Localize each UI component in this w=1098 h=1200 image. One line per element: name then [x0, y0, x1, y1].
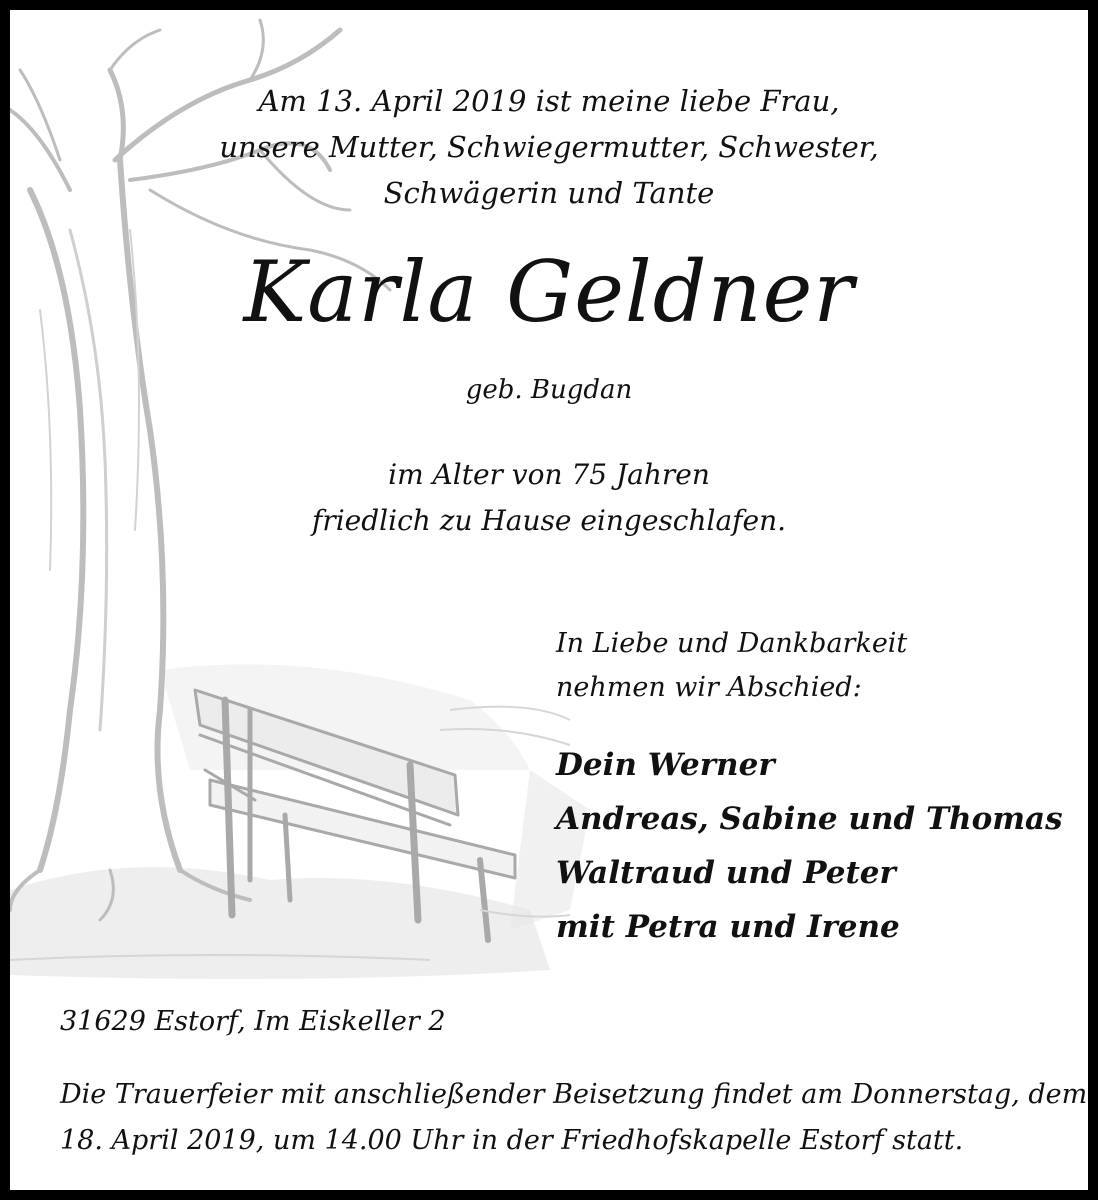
address: 31629 Estorf, Im Eiskeller 2: [60, 1006, 446, 1037]
ceremony-line: Die Trauerfeier mit anschließender Beisetzung findet am Donnerstag, dem: [60, 1079, 1088, 1110]
intro-line: Am 13. April 2019 ist meine liebe Frau,: [258, 84, 840, 118]
age-line: im Alter von 75 Jahren: [388, 458, 710, 491]
maiden-name: geb. Bugdan: [465, 375, 633, 405]
intro-line: unsere Mutter, Schwiegermutter, Schwester,: [219, 130, 879, 164]
family-list: [556, 738, 1063, 954]
announcement-intro: [10, 78, 1088, 216]
farewell-line: nehmen wir Abschied:: [556, 672, 862, 703]
family-member: Andreas, Sabine und Thomas: [556, 801, 1063, 837]
intro-line: Schwägerin und Tante: [383, 176, 715, 210]
ceremony-info: [60, 1072, 1088, 1164]
age-statement: [10, 452, 1088, 544]
family-member: Dein Werner: [556, 747, 775, 783]
age-line: friedlich zu Hause eingeschlafen.: [311, 504, 787, 537]
ceremony-line: 18. April 2019, um 14.00 Uhr in der Friedhofskapelle Estorf statt.: [60, 1125, 964, 1156]
deceased-name: Karla Geldner: [243, 243, 855, 341]
family-member: mit Petra und Irene: [556, 909, 900, 945]
farewell-line: In Liebe und Dankbarkeit: [556, 628, 908, 659]
farewell-text: [556, 622, 907, 710]
family-member: Waltraud und Peter: [556, 855, 896, 891]
